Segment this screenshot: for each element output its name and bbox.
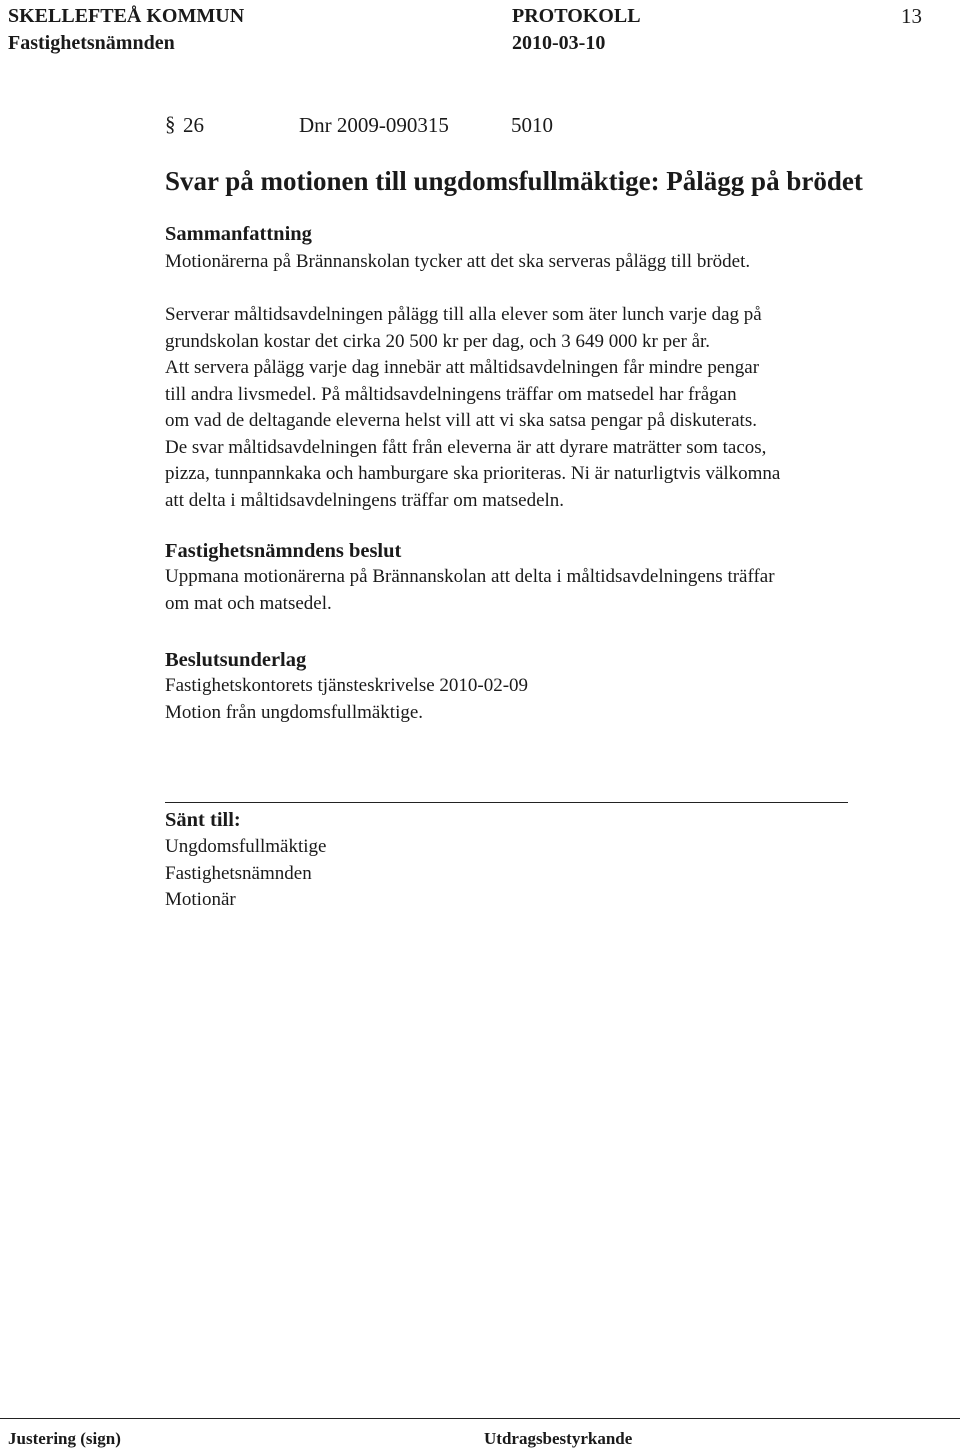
meeting-date: 2010-03-10: [512, 32, 606, 54]
summary-line: pizza, tunnpannkaka och hamburgare ska prioriteras. Ni är naturligtvis välkomna: [165, 463, 781, 484]
page-title: Svar på motionen till ungdomsfullmäktige: Pålägg på brödet: [165, 166, 863, 196]
basis-line: Motion från ungdomsfullmäktige.: [165, 701, 424, 723]
summary-text: [165, 249, 780, 514]
decision-line: om mat och matsedel.: [165, 592, 332, 614]
decision-heading: Fastighetsnämndens beslut: [165, 540, 402, 562]
decision-text: [165, 564, 775, 617]
basis-text: [165, 673, 528, 726]
decision-line: Uppmana motionärerna på Brännanskolan att delta i måltidsavdelningens träffar: [165, 566, 775, 587]
committee-name: Fastighetsnämnden: [8, 32, 175, 54]
summary-line: att delta i måltidsavdelningens träffar om matsedeln.: [165, 489, 565, 511]
summary-line: till andra livsmedel. På måltidsavdelningens träffar om matsedel har frågan: [165, 383, 737, 405]
summary-line: om vad de deltagande eleverna helst vill att vi ska satsa pengar på diskuterats.: [165, 410, 757, 431]
summary-line: Serverar måltidsavdelningen pålägg till alla elever som äter lunch varje dag på: [165, 304, 762, 325]
signature-label: Justering (sign): [8, 1429, 121, 1448]
basis-line: Fastighetskontorets tjänsteskrivelse 2010-02-09: [165, 675, 529, 696]
summary-line: Motionärerna på Brännanskolan tycker att det ska serveras pålägg till brödet.: [165, 251, 751, 272]
summary-line: [165, 276, 780, 303]
paragraph-number: 26: [183, 113, 204, 137]
classification-code: 5010: [511, 113, 553, 137]
recipient-item: Motionär: [165, 889, 236, 910]
summary-line: Att servera pålägg varje dag innebär att måltidsavdelningen får mindre pengar: [165, 357, 760, 378]
basis-heading: Beslutsunderlag: [165, 649, 307, 671]
recipient-list: [165, 834, 326, 914]
recipient-item: Fastighetsnämnden: [165, 862, 312, 884]
summary-line: grundskolan kostar det cirka 20 500 kr per dag, och 3 649 000 kr per år.: [165, 330, 711, 352]
page-number: 13: [901, 4, 922, 28]
footer-rule: [0, 1418, 960, 1419]
certification-label: Utdragsbestyrkande: [484, 1429, 633, 1448]
diary-number: Dnr 2009-090315: [299, 113, 449, 137]
summary-line: De svar måltidsavdelningen fått från eleverna är att dyrare maträtter som tacos,: [165, 436, 767, 458]
separator-line: [165, 802, 848, 803]
section-symbol: §: [165, 112, 176, 136]
recipient-item: Ungdomsfullmäktige: [165, 836, 327, 857]
document-type: PROTOKOLL: [512, 5, 641, 27]
sent-to-heading: Sänt till:: [165, 809, 241, 831]
summary-heading: Sammanfattning: [165, 223, 312, 245]
organization-name: SKELLEFTEÅ KOMMUN: [8, 5, 245, 27]
